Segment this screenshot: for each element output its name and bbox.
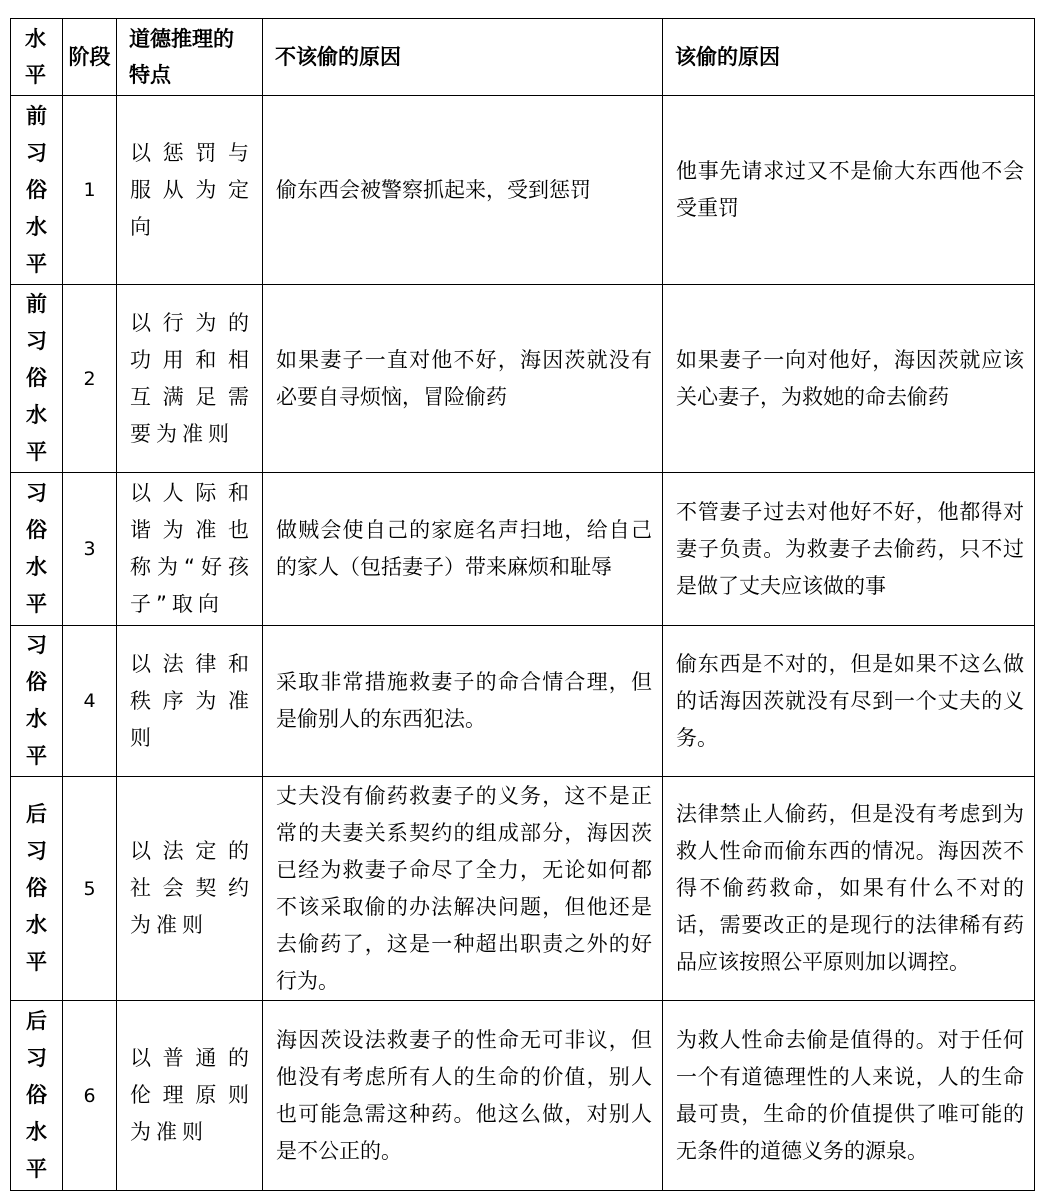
not-steal-reason-cell: 偷东西会被警察抓起来，受到惩罚 <box>263 96 663 285</box>
feature-cell: 以法律和秩序为准则 <box>117 626 263 777</box>
table-row <box>11 626 1035 777</box>
not-steal-reason-cell: 做贼会使自己的家庭名声扫地，给自己的家人（包括妻子）带来麻烦和耻辱 <box>263 473 663 626</box>
header-stage: 阶段 <box>63 19 117 96</box>
feature-cell: 以人际和谐为准也称为“好孩子”取向 <box>117 473 263 626</box>
feature-cell: 以行为的功用和相互满足需要为准则 <box>117 285 263 473</box>
steal-reason-cell: 不管妻子过去对他好不好，他都得对妻子负责。为救妻子去偷药，只不过是做了丈夫应该做的事 <box>663 473 1035 626</box>
not-steal-reason-cell: 如果妻子一直对他不好，海因茨就没有必要自寻烦恼，冒险偷药 <box>263 285 663 473</box>
header-row <box>11 19 1035 96</box>
stage-cell: 1 <box>63 96 117 285</box>
stage-cell: 2 <box>63 285 117 473</box>
not-steal-reason-cell: 海因茨设法救妻子的性命无可非议，但他没有考虑所有人的生命的价值，别人也可能急需这种药。他这么做，对别人是不公正的。 <box>263 1001 663 1191</box>
level-cell: 前 习 俗 水 平 <box>11 96 63 285</box>
header-not-steal-reason: 不该偷的原因 <box>263 19 663 96</box>
level-cell: 后 习 俗 水 平 <box>11 1001 63 1191</box>
table-row <box>11 473 1035 626</box>
not-steal-reason-cell: 丈夫没有偷药救妻子的义务，这不是正常的夫妻关系契约的组成部分，海因茨已经为救妻子命尽了全力，无论如何都不该采取偷的办法解决问题，但他还是去偷药了，这是一种超出职责之外的好行为。 <box>263 777 663 1001</box>
not-steal-reason-cell: 采取非常措施救妻子的命合情合理，但是偷别人的东西犯法。 <box>263 626 663 777</box>
feature-cell: 以普通的伦理原则为准则 <box>117 1001 263 1191</box>
table-row <box>11 96 1035 285</box>
steal-reason-cell: 为救人性命去偷是值得的。对于任何一个有道德理性的人来说，人的生命最可贵，生命的价值提供了唯可能的无条件的道德义务的源泉。 <box>663 1001 1035 1191</box>
feature-cell: 以法定的社会契约为准则 <box>117 777 263 1001</box>
steal-reason-cell: 偷东西是不对的，但是如果不这么做的话海因茨就没有尽到一个丈夫的义务。 <box>663 626 1035 777</box>
table-row <box>11 285 1035 473</box>
stage-cell: 6 <box>63 1001 117 1191</box>
stage-cell: 3 <box>63 473 117 626</box>
table-row <box>11 777 1035 1001</box>
feature-cell: 以惩罚与服从为定向 <box>117 96 263 285</box>
steal-reason-cell: 他事先请求过又不是偷大东西他不会受重罚 <box>663 96 1035 285</box>
steal-reason-cell: 如果妻子一向对他好，海因茨就应该关心妻子，为救她的命去偷药 <box>663 285 1035 473</box>
moral-reasoning-table <box>10 18 1035 1191</box>
header-level: 水平 <box>11 19 63 96</box>
level-cell: 前 习 俗 水 平 <box>11 285 63 473</box>
stage-cell: 4 <box>63 626 117 777</box>
level-cell: 后 习 俗 水 平 <box>11 777 63 1001</box>
level-cell: 习 俗 水 平 <box>11 626 63 777</box>
header-feature: 道德推理的特点 <box>117 19 263 96</box>
stage-cell: 5 <box>63 777 117 1001</box>
table-row <box>11 1001 1035 1191</box>
steal-reason-cell: 法律禁止人偷药，但是没有考虑到为救人性命而偷东西的情况。海因茨不得不偷药救命，如果有什么不对的话，需要改正的是现行的法律稀有药品应该按照公平原则加以调控。 <box>663 777 1035 1001</box>
level-cell: 习 俗 水 平 <box>11 473 63 626</box>
header-steal-reason: 该偷的原因 <box>663 19 1035 96</box>
